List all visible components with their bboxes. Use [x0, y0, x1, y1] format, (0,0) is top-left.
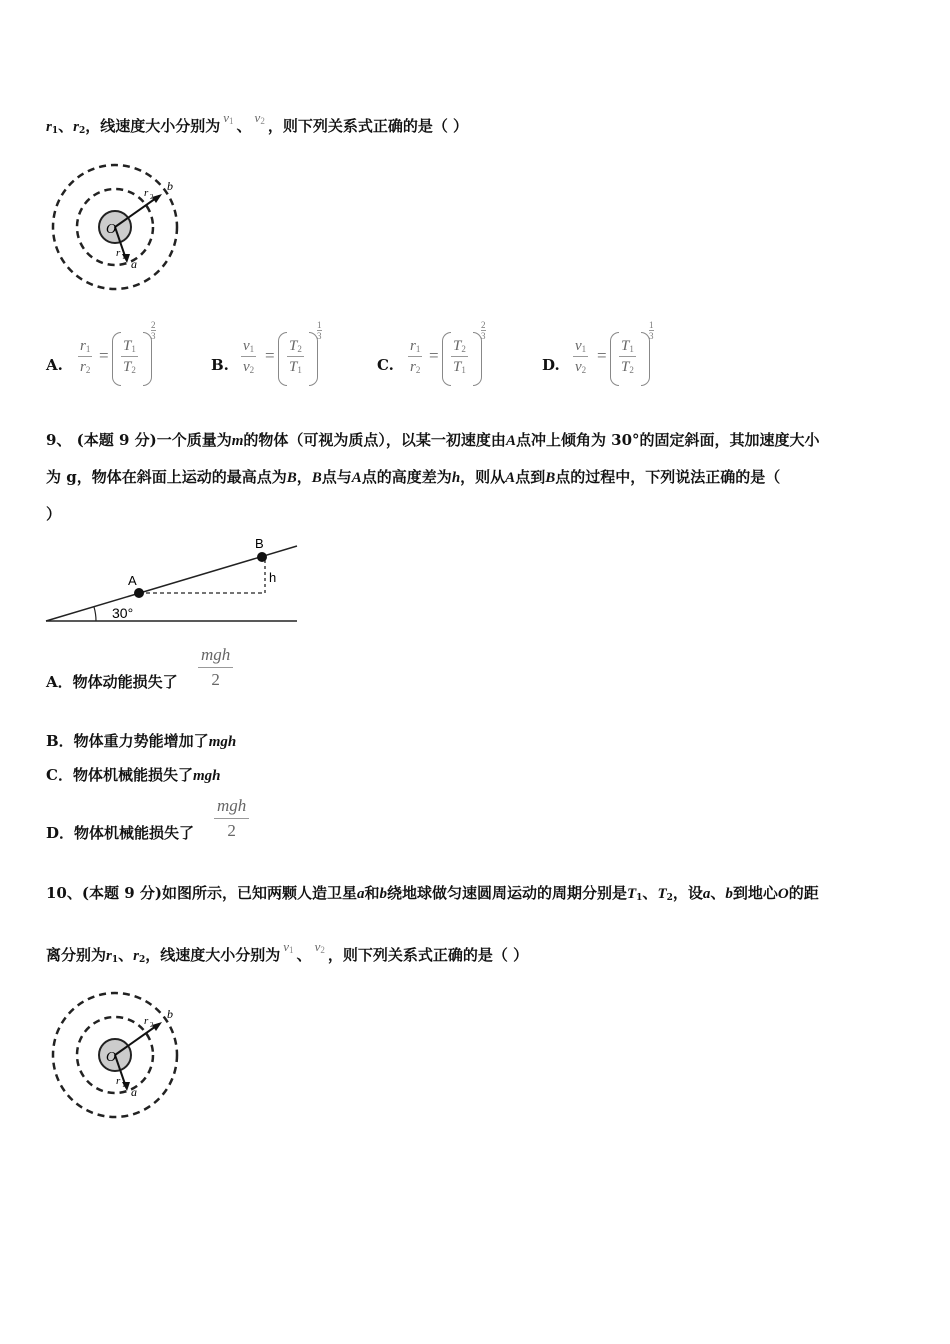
rhs-num-sub: 1 [131, 344, 136, 354]
q10-text: 和 [364, 884, 380, 902]
fraction-mgh-over-2 [198, 645, 233, 690]
exponent [481, 320, 486, 341]
v2-sub: 2 [260, 116, 265, 126]
option-label: D. [542, 356, 560, 374]
sat-a-label: a [131, 257, 137, 271]
t1-sub: 1 [636, 893, 643, 903]
r2-arrowhead [152, 1022, 162, 1031]
sat-b-label: b [167, 179, 173, 193]
center-label: O [106, 222, 117, 237]
v1-symbol [283, 939, 293, 955]
lhs-fraction [241, 338, 256, 376]
var-b: B [311, 470, 322, 486]
v1-letter: v [223, 110, 230, 125]
rhs-num: T [621, 338, 630, 354]
r2-sub: 2 [78, 126, 86, 136]
r2-label-sub: 2 [150, 1021, 154, 1029]
lhs-num-sub: 1 [85, 344, 91, 354]
separator: 、 [642, 884, 658, 902]
v2-letter: v [314, 939, 321, 954]
fraction-den: 2 [198, 667, 233, 690]
var-t2: T [657, 886, 667, 902]
var-mgh: mgh [208, 734, 237, 750]
lhs-den-sub: 2 [85, 365, 91, 375]
equals-sign: = [265, 346, 275, 365]
label-b: B [255, 536, 264, 551]
r2-label: r [144, 1015, 149, 1027]
r1-label-sub: 1 [122, 253, 126, 261]
q8-option-c[interactable] [377, 320, 537, 386]
point-a [134, 588, 144, 598]
incline-diagram [44, 534, 304, 634]
fraction-den: 2 [214, 818, 249, 841]
t2-sub: 2 [666, 893, 673, 903]
point-b [257, 552, 267, 562]
var-a: A [351, 470, 362, 486]
q10-text: 离分别为 [46, 946, 107, 964]
lhs-fraction [573, 338, 588, 376]
option-label: C. [377, 356, 394, 374]
q9-option-b[interactable] [46, 730, 236, 751]
r1-label-sub: 1 [122, 1081, 126, 1089]
q9-text: ，则从 [460, 468, 506, 486]
lhs-num: r [80, 338, 86, 354]
q10-text: 的距 [788, 884, 819, 902]
separator: 、 [118, 946, 134, 964]
separator: 、 [58, 117, 74, 135]
rhs-den-sub: 2 [629, 365, 634, 375]
var-b: B [286, 470, 297, 486]
label-h: h [269, 570, 277, 585]
option-text: D．物体机械能损失了 [46, 824, 195, 842]
rhs-den-sub: 2 [131, 365, 136, 375]
orbit-diagram [46, 158, 186, 298]
exponent [317, 320, 322, 341]
q9-text: 的物体（可视为质点），以某一初速度由 [243, 431, 506, 449]
q10-text: 10、(本题 9 分)如图所示，已知两颗人造卫星 [46, 884, 357, 902]
exp-den: 3 [649, 331, 654, 341]
rhs-den: T [621, 359, 630, 375]
r2-symbol: r [73, 119, 79, 135]
v1-sub: 1 [289, 945, 294, 955]
v2-letter: v [254, 110, 261, 125]
rhs-den-sub: 1 [461, 365, 466, 375]
rhs-num-sub: 2 [297, 344, 302, 354]
angle-arc [94, 607, 96, 621]
var-b: B [545, 470, 556, 486]
lhs-num: v [575, 338, 582, 354]
fraction-mgh-over-2 [214, 796, 249, 841]
q9-option-a[interactable] [46, 671, 178, 692]
var-b: b [379, 886, 387, 902]
exp-num: 1 [317, 320, 322, 330]
q9-text: ， [296, 468, 312, 486]
option-text: A．物体动能损失了 [46, 673, 178, 691]
sat-b-label: b [167, 1007, 173, 1021]
exp-num: 1 [649, 320, 654, 330]
q8-option-a[interactable] [46, 320, 206, 386]
rhs-num-sub: 1 [629, 344, 634, 354]
rhs-num: T [453, 338, 462, 354]
lhs-den: v [575, 359, 582, 375]
orbit-diagram-2 [46, 986, 186, 1126]
rhs-fraction [619, 338, 636, 376]
q10-text: 绕地球做匀速圆周运动的周期分别是 [386, 884, 627, 902]
equals-sign: = [597, 346, 607, 365]
q8-text-1: ，线速度大小分别为 [85, 117, 221, 135]
q9-text: 为 g，物体在斜面上运动的最高点为 [46, 468, 287, 486]
lhs-den: r [410, 359, 416, 375]
separator: 、 [296, 946, 312, 964]
v2-sub: 2 [320, 945, 325, 955]
q9-text: 点冲上倾角为 30°的固定斜面，其加速度大小 [515, 431, 820, 449]
q9-text: 点的过程中，下列说法正确的是（ [555, 468, 781, 486]
r1-label: r [116, 1075, 121, 1087]
var-mgh: mgh [192, 768, 221, 784]
lhs-den-sub: 2 [581, 365, 587, 375]
q10-line-2 [46, 939, 529, 965]
var-a: a [356, 886, 365, 902]
exp-den: 3 [481, 331, 486, 341]
r2-sub: 2 [138, 955, 146, 965]
equals-sign: = [99, 346, 109, 365]
q9-option-c[interactable] [46, 764, 220, 785]
fraction-num: mgh [217, 796, 247, 815]
separator: 、 [710, 884, 726, 902]
exp-den: 3 [151, 331, 156, 341]
lhs-num: r [410, 338, 416, 354]
q9-option-d[interactable] [46, 822, 194, 843]
rhs-num-sub: 2 [461, 344, 466, 354]
var-m: m [231, 433, 244, 449]
r1-sub: 1 [51, 126, 59, 136]
q8-option-d[interactable] [542, 320, 702, 386]
r1-sub: 1 [111, 955, 119, 965]
exponent [649, 320, 654, 341]
equals-sign: = [429, 346, 439, 365]
q9-text: 点到 [515, 468, 546, 486]
label-a: A [128, 573, 137, 588]
exp-den: 3 [317, 331, 322, 341]
var-o: O [777, 886, 789, 902]
option-label: A. [46, 356, 63, 374]
q10-text: ，设 [672, 884, 703, 902]
lhs-num-sub: 1 [415, 344, 421, 354]
lhs-den: r [80, 359, 86, 375]
r1-symbol: r [46, 119, 52, 135]
q8-text-2: ，则下列关系式正确的是（ ） [267, 117, 469, 135]
q9-line-3 [46, 503, 61, 524]
q9-line-1 [46, 429, 820, 450]
var-r1: r [106, 948, 112, 964]
q10-line-1 [46, 882, 819, 903]
rhs-fraction [451, 338, 468, 376]
q10-text: ，则下列关系式正确的是（ ） [327, 946, 529, 964]
var-r2: r [133, 948, 139, 964]
rhs-num: T [123, 338, 132, 354]
q9-text: 点的高度差为 [361, 468, 452, 486]
fraction-num: mgh [201, 645, 231, 664]
lhs-num-sub: 1 [581, 344, 587, 354]
v1-letter: v [283, 939, 290, 954]
rhs-fraction [121, 338, 138, 376]
exp-num: 2 [481, 320, 486, 330]
left-paren [442, 332, 451, 386]
q9-text: 9、 (本题 9 分)一个质量为 [46, 431, 232, 449]
v1-sub: 1 [229, 116, 234, 126]
q10-text: ，线速度大小分别为 [145, 946, 281, 964]
exp-num: 2 [151, 320, 156, 330]
var-b: b [725, 886, 733, 902]
lhs-den: v [243, 359, 250, 375]
rhs-den: T [123, 359, 132, 375]
option-text: C．物体机械能损失了 [46, 766, 193, 784]
left-paren [610, 332, 619, 386]
r2-label-sub: 2 [150, 193, 154, 201]
option-label: B. [211, 356, 229, 374]
var-a: A [505, 433, 516, 449]
option-text: B．物体重力势能增加了 [46, 732, 209, 750]
q9-text: ） [46, 505, 62, 523]
left-paren [278, 332, 287, 386]
r1-label: r [116, 247, 121, 259]
q8-option-b[interactable] [211, 320, 371, 386]
r2-arrowhead [152, 194, 162, 203]
v2-symbol [255, 110, 265, 126]
v1-symbol [223, 110, 233, 126]
lhs-den-sub: 2 [249, 365, 255, 375]
rhs-den: T [289, 359, 298, 375]
sat-a-label: a [131, 1085, 137, 1099]
rhs-den-sub: 1 [297, 365, 302, 375]
q9-line-2 [46, 466, 780, 487]
v2-symbol [315, 939, 325, 955]
lhs-fraction [78, 338, 92, 376]
q10-text: 到地心 [732, 884, 778, 902]
var-a: a [702, 886, 711, 902]
var-h: h [451, 470, 461, 486]
var-a: A [505, 470, 516, 486]
lhs-den-sub: 2 [415, 365, 421, 375]
var-t1: T [626, 886, 637, 902]
center-label: O [106, 1050, 117, 1065]
lhs-fraction [408, 338, 422, 376]
rhs-num: T [289, 338, 298, 354]
q9-text: 点与 [321, 468, 352, 486]
lhs-num-sub: 1 [249, 344, 255, 354]
rhs-fraction [287, 338, 304, 376]
rhs-den: T [453, 359, 462, 375]
angle-label: 30° [112, 605, 134, 621]
separator: 、 [236, 117, 252, 135]
lhs-num: v [243, 338, 250, 354]
exponent [151, 320, 156, 341]
q8-question-line [46, 110, 469, 136]
left-paren [112, 332, 121, 386]
r2-label: r [144, 187, 149, 199]
